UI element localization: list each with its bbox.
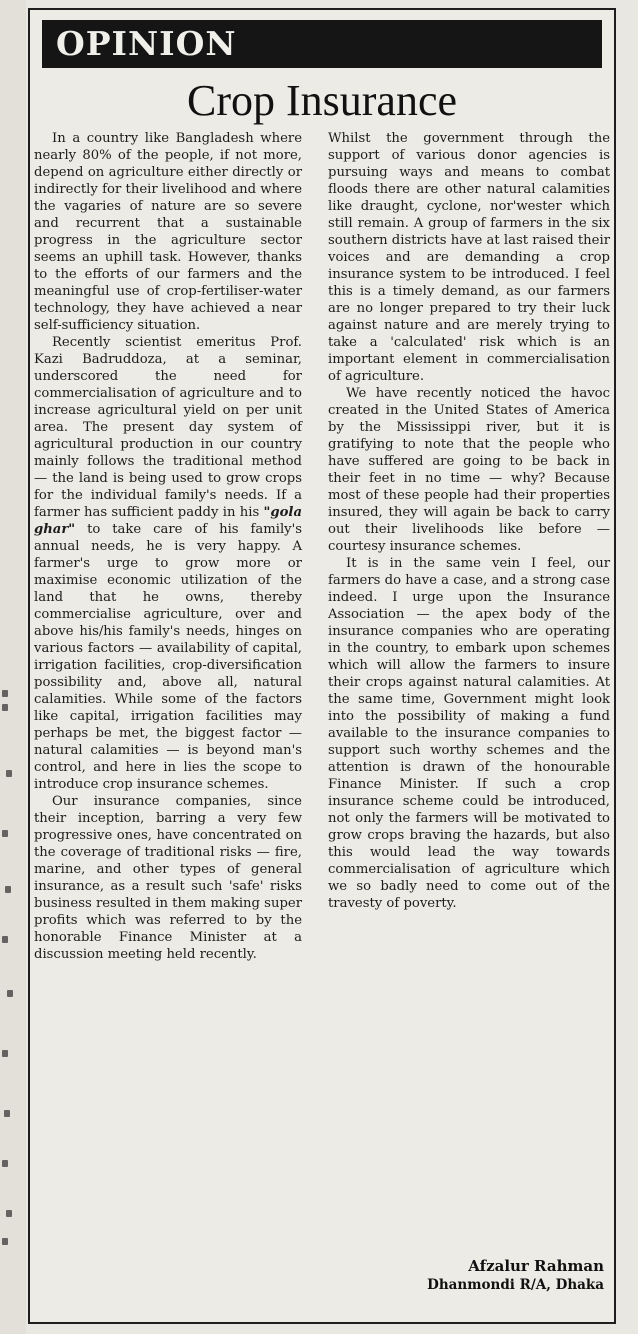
paragraph-text: Recently scientist emeritus Prof. Kazi Badruddoza, at a seminar, underscored the need for commercialisation of agriculture and to increase agricultural yield on per unit area. The present day system of agricultural production in our country mainly follows the traditional method — the land is being used to grow crops for the individual family's needs. If a farmer has sufficient paddy in his bbox=[34, 335, 302, 520]
paragraph: It is in the same vein I feel, our farmers do have a case, and a strong case indeed. I urge upon the Insurance Association — the apex body of the insurance companies who are operating in the country, to embark upon schemes which will allow the farmers to insure their crops against natural calamities. At the same time, Government might look into the possibility of making a fund available to the insurance companies to support such worthy schemes and the attention is drawn of the honourable Finance Minister. If such a crop insurance scheme could be introduced, not only the farmers will be motivated to grow crops braving the hazards, but also this would lead the way towards commercialisation of agriculture which we so badly need to come out of the travesty of poverty. bbox=[328, 556, 610, 911]
left-column bbox=[34, 130, 302, 963]
paragraph-text: to take care of his family's annual needs, he is very happy. A farmer's urge to grow more or maximise economic utilization of the land that he owns, thereby commercialise agriculture, over and above his/his family's needs, hinges on various factors — availability of capital, irrigation facilities, crop-diversification possibility and, above all, natural calamities. While some of the factors like capital, irrigation facilities may perhaps be met, the biggest factor — natural calamities — is beyond man's control, and here in lies the scope to introduce crop insurance schemes. bbox=[34, 522, 302, 792]
paragraph: In a country like Bangladesh where nearly 80% of the people, if not more, depend on agriculture either directly or indirectly for their livelihood and where the vagaries of nature are so severe and recurrent that a sustainable progress in the agriculture sector seems an uphill task. However, thanks to the efforts of our farmers and the meaningful use of crop-fertiliser-water technology, they have achieved a near self-sufficiency situation. bbox=[34, 131, 302, 333]
paragraph: We have recently noticed the havoc created in the United States of America by the Mississippi river, but it is gratifying to note that the people who have suffered are going to be back in their feet in no time — why? Because most of these people had their properties insured, they will again be back to carry out their livelihoods like before — courtesy insurance schemes. bbox=[328, 386, 610, 554]
author-location: Dhanmondi R/A, Dhaka bbox=[427, 1277, 604, 1293]
author-signature bbox=[427, 1257, 604, 1295]
paragraph: Whilst the government through the support of various donor agencies is pursuing ways and means to combat floods there are other natural calamities like draught, cyclone, nor'wester which still remain. A group of farmers in the six southern districts have at last raised their voices and are demanding a crop insurance system to be introduced. I feel this is a timely demand, as our farmers are no longer prepared to try their luck against nature and are merely trying to take a 'calculated' risk which is an important element in commercialisation of agriculture. bbox=[328, 131, 610, 384]
article-frame bbox=[28, 8, 616, 1324]
paragraph bbox=[34, 334, 302, 793]
author-name: Afzalur Rahman bbox=[468, 1257, 604, 1275]
adjacent-column-fragments bbox=[2, 690, 16, 1250]
section-banner: OPINION bbox=[42, 20, 602, 68]
emphasized-term: "gola ghar" bbox=[34, 505, 302, 537]
scan-edge bbox=[0, 0, 26, 1334]
paragraph: Our insurance companies, since their inception, barring a very few progressive ones, have concentrated on the coverage of traditional risks — fire, marine, and other types of general insurance, as a result such 'safe' risks business resulted in them making super profits which was referred to by the honorable Finance Minister at a discussion meeting held recently. bbox=[34, 794, 302, 962]
article-headline: Crop Insurance bbox=[186, 76, 457, 125]
right-column bbox=[328, 130, 610, 912]
